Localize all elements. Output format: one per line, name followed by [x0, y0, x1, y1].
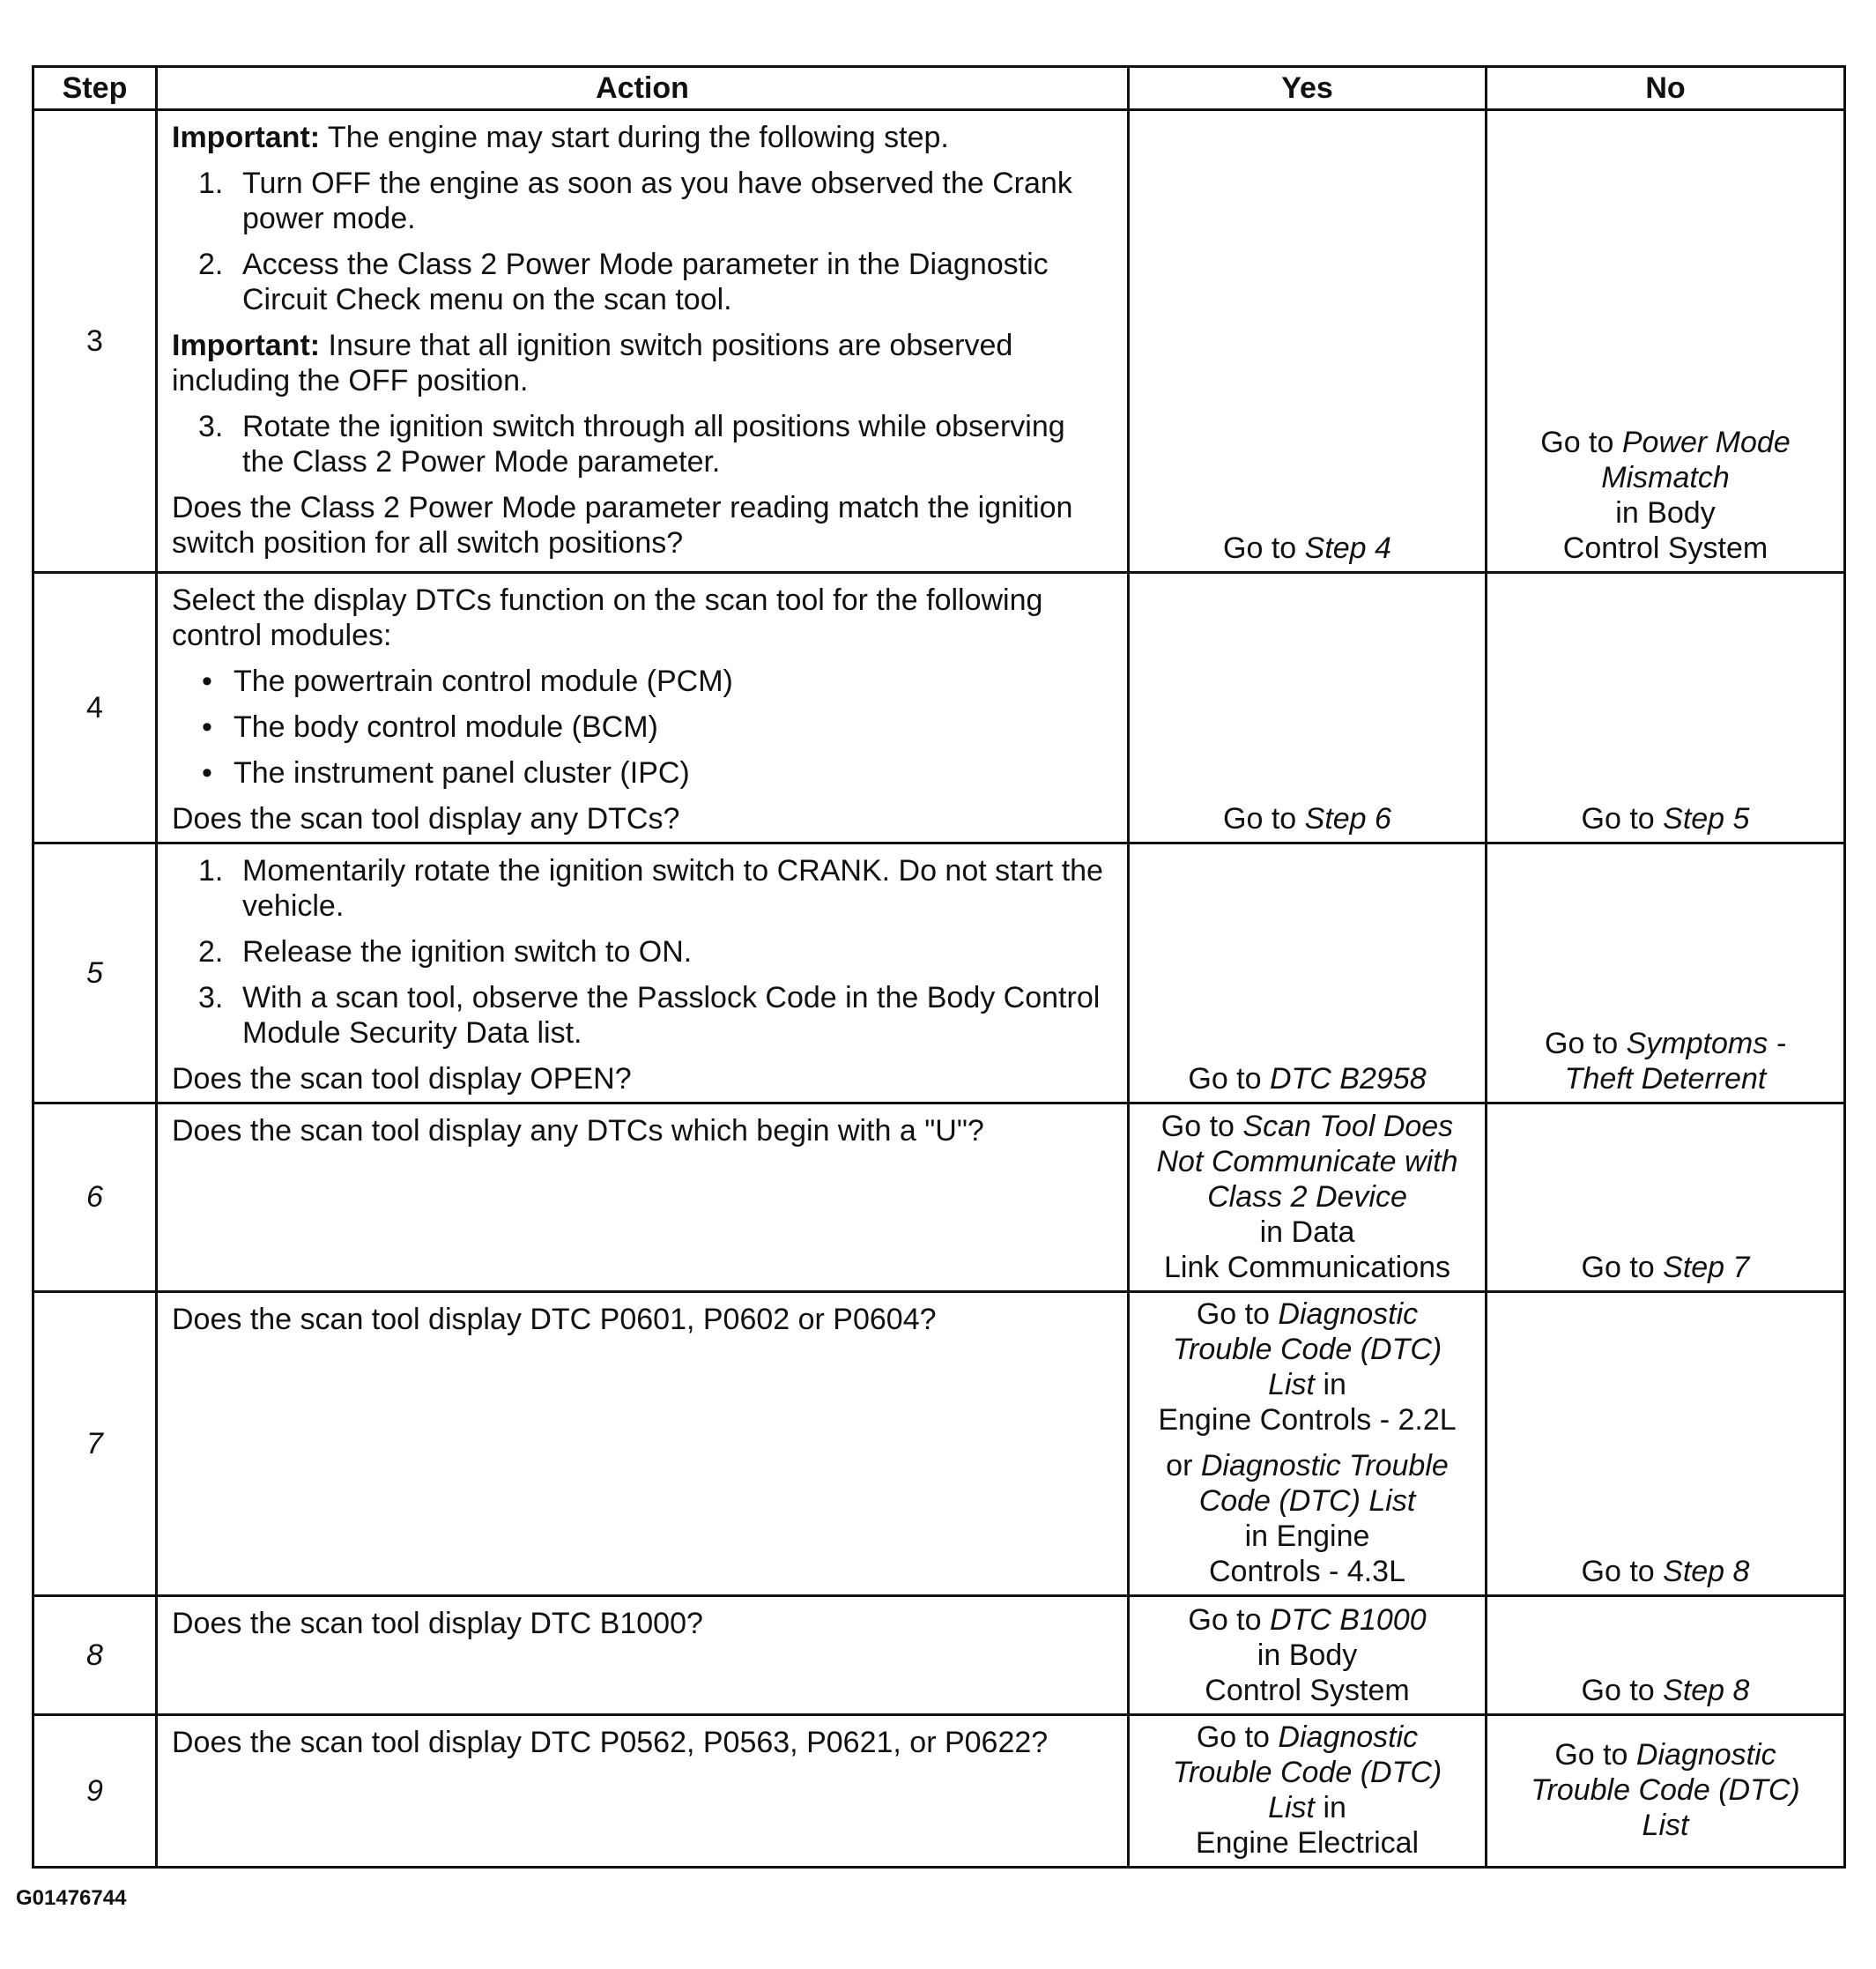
no-link[interactable]: Step 8 — [1663, 1555, 1750, 1588]
yes-prefix: Go to — [1160, 1110, 1243, 1143]
no-prefix: Go to — [1554, 1738, 1636, 1772]
important-note — [172, 328, 1115, 398]
no-link[interactable]: Theft Deterrent — [1564, 1062, 1767, 1096]
list-text: Turn OFF the engine as soon as you have observed the Crank power mode. — [242, 167, 1072, 235]
list-item — [172, 166, 1115, 236]
yes-prefix: Go to — [1223, 531, 1305, 565]
action-cell — [157, 843, 1129, 1103]
yes-link[interactable]: DTC B2958 — [1269, 1062, 1427, 1096]
bullet-icon: • — [202, 665, 212, 698]
list-item — [172, 409, 1115, 479]
no-prefix: Go to — [1581, 1251, 1664, 1284]
step-number: 8 — [33, 1596, 157, 1715]
yes-suffix: Engine Electrical — [1195, 1826, 1420, 1860]
yes-suffix: in — [1315, 1791, 1346, 1824]
table-row-step-5 — [33, 843, 1845, 1103]
list-number: 1. — [198, 167, 224, 200]
procedure-list — [172, 853, 1115, 1051]
figure-id: G01476744 — [16, 1886, 127, 1910]
yes-suffix: Controls - 4.3L — [1209, 1555, 1405, 1588]
list-number: 2. — [198, 935, 224, 969]
step-number: 4 — [33, 573, 157, 843]
important-text: The engine may start during the following step. — [320, 121, 949, 154]
yes-link[interactable]: DTC B1000 — [1269, 1603, 1427, 1637]
yes-suffix: in Body — [1257, 1638, 1358, 1672]
header-row — [33, 67, 1845, 110]
yes-suffix: in — [1315, 1368, 1346, 1401]
no-prefix: Go to — [1540, 426, 1622, 459]
no-link[interactable]: Symptoms - — [1626, 1027, 1786, 1060]
step-number: 5 — [33, 843, 157, 1103]
bullet-list — [172, 664, 1115, 791]
no-link[interactable]: Trouble Code (DTC) — [1531, 1773, 1800, 1807]
yes-link[interactable]: Diagnostic — [1278, 1720, 1419, 1754]
question: Does the scan tool display DTC P0562, P0563, P0621, or P0622? — [172, 1726, 1049, 1759]
important-label: Important: — [172, 329, 321, 362]
important-text: Insure that all ignition switch positions are observed including the OFF position. — [172, 329, 1013, 398]
no-suffix: Control System — [1562, 531, 1768, 565]
yes-prefix: or — [1166, 1449, 1201, 1482]
yes-link[interactable]: Diagnostic — [1278, 1297, 1419, 1331]
no-prefix: Go to — [1581, 1555, 1664, 1588]
list-text: Access the Class 2 Power Mode parameter in the Diagnostic Circuit Check menu on the scan tool. — [242, 248, 1049, 316]
list-item — [172, 710, 1115, 745]
yes-cell — [1129, 1596, 1487, 1715]
action-cell — [157, 1292, 1129, 1596]
procedure-list — [172, 409, 1115, 479]
yes-link[interactable]: Not Communicate with — [1156, 1145, 1458, 1178]
bullet-icon: • — [202, 710, 212, 744]
list-text: The instrument panel cluster (IPC) — [234, 756, 690, 790]
question: Does the scan tool display any DTCs? — [172, 802, 680, 836]
no-prefix: Go to — [1545, 1027, 1627, 1060]
list-text: Release the ignition switch to ON. — [242, 935, 693, 969]
list-text: Momentarily rotate the ignition switch to CRANK. Do not start the vehicle. — [242, 854, 1103, 923]
list-text: Rotate the ignition switch through all positions while observing the Class 2 Power Mode parameter. — [242, 410, 1065, 479]
table-row-step-8 — [33, 1596, 1845, 1715]
yes-link[interactable]: Scan Tool Does — [1242, 1110, 1454, 1143]
no-prefix: Go to — [1581, 802, 1664, 836]
yes-suffix: in Data — [1259, 1215, 1355, 1249]
yes-suffix: Engine Controls - 2.2L — [1158, 1403, 1457, 1437]
header-action: Action — [157, 67, 1129, 110]
procedure-list — [172, 166, 1115, 317]
table-row-step-7 — [33, 1292, 1845, 1596]
table-row-step-3 — [33, 110, 1845, 573]
list-item — [172, 664, 1115, 699]
no-suffix: in Body — [1615, 496, 1716, 530]
table-row-step-6 — [33, 1103, 1845, 1292]
list-item — [172, 247, 1115, 317]
header-yes: Yes — [1129, 67, 1487, 110]
list-number: 3. — [198, 410, 224, 443]
no-link[interactable]: Step 5 — [1663, 802, 1750, 836]
spacer — [1133, 1438, 1481, 1448]
question: Does the scan tool display DTC P0601, P0602 or P0604? — [172, 1303, 937, 1336]
no-cell — [1487, 1596, 1845, 1715]
intro-text: Select the display DTCs function on the scan tool for the following control modules: — [172, 583, 1043, 652]
yes-link[interactable]: List — [1268, 1791, 1315, 1824]
no-cell — [1487, 1103, 1845, 1292]
yes-cell — [1129, 573, 1487, 843]
yes-cell — [1129, 1103, 1487, 1292]
header-no: No — [1487, 67, 1845, 110]
list-text: The powertrain control module (PCM) — [234, 665, 733, 698]
yes-prefix: Go to — [1188, 1603, 1270, 1637]
yes-cell — [1129, 110, 1487, 573]
no-cell — [1487, 1292, 1845, 1596]
question: Does the scan tool display DTC B1000? — [172, 1607, 703, 1640]
yes-cell — [1129, 1292, 1487, 1596]
important-note — [172, 120, 1115, 155]
yes-prefix: Go to — [1223, 802, 1305, 836]
yes-suffix: Link Communications — [1163, 1251, 1451, 1284]
no-link[interactable]: Power Mode — [1621, 426, 1791, 459]
important-label: Important: — [172, 121, 321, 154]
action-cell — [157, 573, 1129, 843]
no-link[interactable]: Mismatch — [1601, 461, 1730, 494]
table-row-step-4 — [33, 573, 1845, 843]
yes-link[interactable]: Trouble Code (DTC) — [1172, 1333, 1442, 1366]
yes-link[interactable]: Diagnostic Trouble — [1200, 1449, 1449, 1482]
action-cell — [157, 1715, 1129, 1868]
yes-suffix: Control System — [1205, 1674, 1410, 1707]
table-row-step-9 — [33, 1715, 1845, 1868]
yes-suffix: in Engine — [1244, 1519, 1370, 1553]
no-link[interactable]: List — [1642, 1809, 1689, 1842]
no-link[interactable]: Step 7 — [1663, 1251, 1750, 1284]
yes-link[interactable]: Class 2 Device — [1207, 1180, 1407, 1214]
no-cell — [1487, 1715, 1845, 1868]
yes-prefix: Go to — [1196, 1297, 1279, 1331]
list-item — [172, 934, 1115, 970]
yes-prefix: Go to — [1196, 1720, 1279, 1754]
no-cell — [1487, 110, 1845, 573]
action-cell — [157, 110, 1129, 573]
yes-link[interactable]: Step 4 — [1304, 531, 1391, 565]
step-number: 7 — [33, 1292, 157, 1596]
list-number: 3. — [198, 981, 224, 1014]
yes-cell — [1129, 843, 1487, 1103]
list-item — [172, 853, 1115, 924]
no-link[interactable]: Diagnostic — [1635, 1738, 1776, 1772]
list-number: 1. — [198, 854, 224, 888]
action-cell — [157, 1596, 1129, 1715]
no-prefix: Go to — [1581, 1674, 1664, 1707]
question: Does the Class 2 Power Mode parameter reading match the ignition switch position for all switch positions? — [172, 491, 1073, 560]
step-number: 3 — [33, 110, 157, 573]
question: Does the scan tool display any DTCs which begin with a "U"? — [172, 1114, 984, 1148]
yes-link[interactable]: Step 6 — [1304, 802, 1391, 836]
yes-link[interactable]: List — [1268, 1368, 1315, 1401]
no-cell — [1487, 573, 1845, 843]
list-text: The body control module (BCM) — [234, 710, 658, 744]
list-number: 2. — [198, 248, 224, 281]
question: Does the scan tool display OPEN? — [172, 1062, 632, 1096]
step-number: 9 — [33, 1715, 157, 1868]
yes-link[interactable]: Code (DTC) List — [1198, 1484, 1416, 1518]
action-cell — [157, 1103, 1129, 1292]
diagnostic-table — [32, 65, 1846, 1869]
no-link[interactable]: Step 8 — [1663, 1674, 1750, 1707]
header-step: Step — [33, 67, 157, 110]
list-item — [172, 755, 1115, 791]
yes-link[interactable]: Trouble Code (DTC) — [1172, 1756, 1442, 1789]
yes-prefix: Go to — [1188, 1062, 1270, 1096]
step-number: 6 — [33, 1103, 157, 1292]
no-cell — [1487, 843, 1845, 1103]
list-text: With a scan tool, observe the Passlock Code in the Body Control Module Security Data list. — [242, 981, 1101, 1050]
list-item — [172, 980, 1115, 1051]
yes-cell — [1129, 1715, 1487, 1868]
bullet-icon: • — [202, 756, 212, 790]
